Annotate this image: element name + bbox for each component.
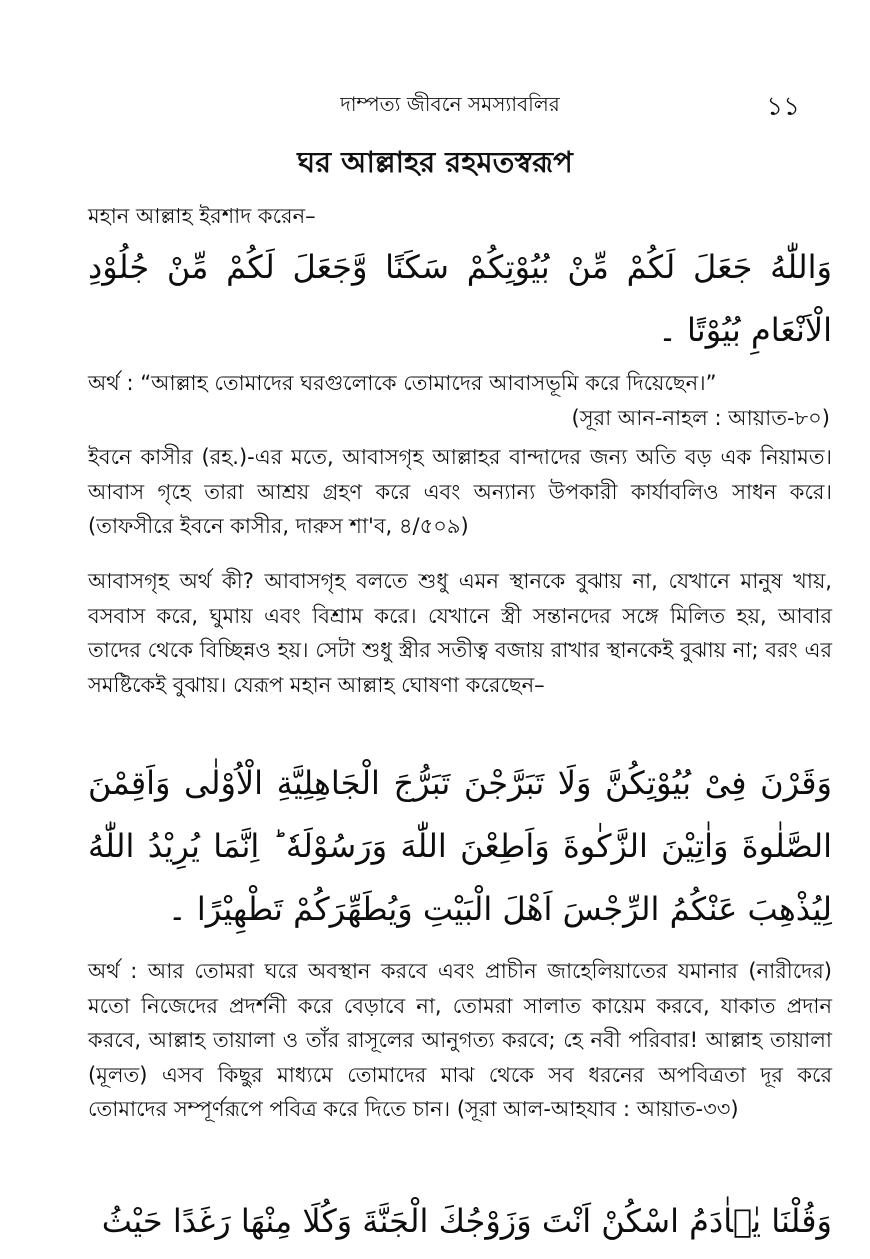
paragraph-2: আবাসগৃহ অর্থ কী? আবাসগৃহ বলতে শুধু এমন স্থানকে বুঝায় না, যেখানে মানুষ খায়, বসবাস করে, ঘুমায় এবং বিশ্রাম করে। যেখানে স্ত্রী সন্তানদের সঙ্গে মিলিত হয়, আবার তাদের থেকে বিচ্ছিন্নও হয়। সেটা শুধু স্ত্রীর সতীত্ব বজায় রাখার স্থানকেই বুঝায় না; বরং এর সমষ্টিকেই বুঝায়। যেরূপ মহান আল্লাহ ঘোষণা করেছেন– <box>88 569 832 697</box>
arabic-verse-3: وَقُلْنَا يٰۤاٰدَمُ اسْكُنْ اَنْتَ وَزَوْجُكَ الْجَنَّةَ وَكُلَا مِنْهَا رَغَدًا حَيْثُ <box>101 1202 832 1240</box>
section-title: ঘর আল্লাহর রহমতস্বরূপ <box>297 145 573 179</box>
meaning-1: অর্থ : “আল্লাহ তোমাদের ঘরগুলোকে তোমাদের আবাসভূমি করে দিয়েছেন।” <box>88 371 717 395</box>
page-number: ১১ <box>766 92 800 122</box>
page-header <box>90 86 810 122</box>
arabic-verse-1: وَاللّٰهُ جَعَلَ لَكُمْ مِّنْ بُيُوْتِكُمْ سَكَنًا وَّجَعَلَ لَكُمْ مِّنْ جُلُوْدِ الْاَنْعَامِ بُيُوْتًا ۔ <box>88 248 832 349</box>
paragraph-1: ইবনে কাসীর (রহ.)-এর মতে, আবাসগৃহ আল্লাহর বান্দাদের জন্য অতি বড় এক নিয়ামত। আবাস গৃহে তারা আশ্রয় গ্রহণ করে এবং অন্যান্য উপকারী কার্যাবলিও সাধন করে। (তাফসীরে ইবনে কাসীর, দারুস শা'ব, ৪/৫০৯) <box>88 445 832 538</box>
running-title: দাম্পত্য জীবনে সমস্যাবলির <box>340 92 560 116</box>
meaning-2: অর্থ : আর তোমরা ঘরে অবস্থান করবে এবং প্রাচীন জাহেলিয়াতের যমানার (নারীদের) মতো নিজেদের প্রদর্শনী করে বেড়াবে না, তোমরা সালাত কায়েম করবে, যাকাত প্রদান করবে, আল্লাহ তায়ালা ও তাঁর রাসূলের আনুগত্য করবে; হে নবী পরিবার! আল্লাহ তায়ালা (মূলত) এসব কিছুর মাধ্যমে তোমাদের মাঝ থেকে সব ধরনের অপবিত্রতা দূর করে তোমাদের সম্পূর্ণরূপে পবিত্র করে দিতে চান। (সূরা আল-আহযাব : আয়াত-৩৩) <box>88 959 832 1121</box>
arabic-verse-2: وَقَرْنَ فِىْ بُيُوْتِكُنَّ وَلَا تَبَرَّجْنَ تَبَرُّجَ الْجَاهِلِيَّةِ الْاُوْلٰى وَاَقِمْنَ الصَّلٰوةَ وَاٰتِيْنَ الزَّكٰوةَ وَاَطِعْنَ اللّٰهَ وَرَسُوْلَهٗ ؕ اِنَّمَا يُرِيْدُ اللّٰهُ لِيُذْهِبَ عَنْكُمُ الرِّجْسَ اَهْلَ الْبَيْتِ وَيُطَهِّرَكُمْ تَطْهِيْرًا ۔ <box>88 764 832 928</box>
intro-line: মহান আল্লাহ ইরশাদ করেন– <box>88 204 316 228</box>
source-1: (সূরা আন-নাহল : আয়াত-৮০) <box>571 406 830 430</box>
